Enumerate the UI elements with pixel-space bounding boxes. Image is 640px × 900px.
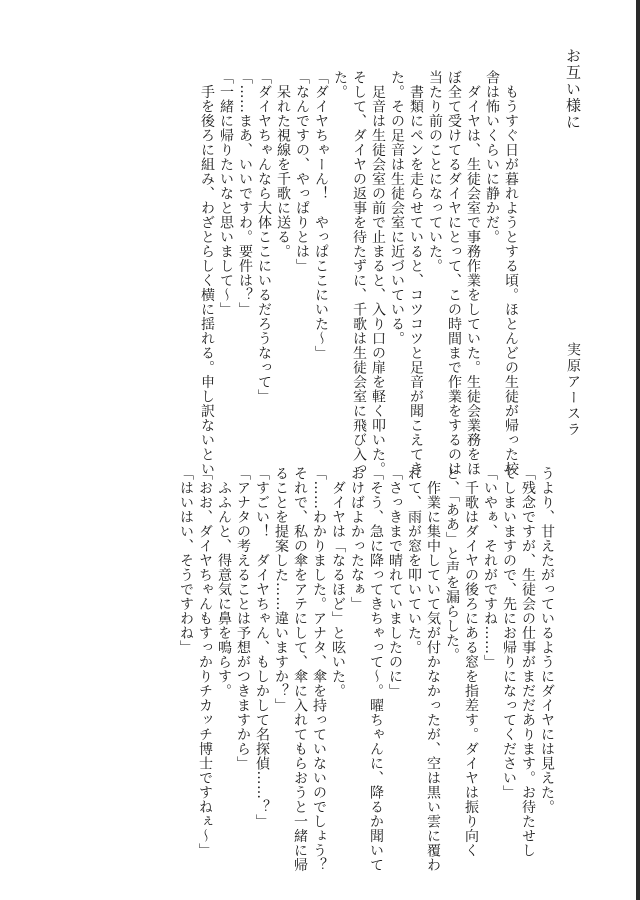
text-line: と、「ああ」と声を漏らした。 — [444, 466, 460, 662]
text-line: 「なんですの、やっぱりとは」 — [294, 70, 310, 273]
text-line: 舎は怖いくらいに静かだ。 — [484, 70, 500, 244]
text-line: 「一緒に帰りたいなと思いまして～」 — [218, 70, 234, 317]
text-line: 呆れた視線を千歌に送る。 — [275, 70, 291, 259]
story-title: お互い様に — [564, 48, 582, 131]
text-line: 「いやぁ、それがですね……」 — [482, 466, 498, 669]
text-line: おけばよかったなぁ」 — [349, 466, 365, 611]
text-line: 「すごい！ ダイヤちゃん、もしかして名探偵……？」 — [254, 466, 270, 829]
text-line: もうすぐ日が暮れようとする頃。ほとんどの生徒が帰った校 — [503, 70, 519, 476]
text-line: 「……まあ、いいですわ。要件は？」 — [237, 70, 253, 317]
text-line: ダイヤは、生徒会室で事務作業をしていた。生徒会業務をほ — [465, 70, 481, 476]
text-line: 千歌はダイヤの後ろにある窓を指差す。ダイヤは振り向く — [463, 466, 479, 858]
text-line: ふふんと、得意気に鼻を鳴らす。 — [216, 466, 232, 698]
text-line: 「ダイヤちゃーん！ やっぱここにいた～」 — [313, 70, 329, 360]
text-line: ることを提案した……違いますか？」 — [273, 466, 289, 713]
page-edge — [636, 0, 640, 900]
text-line: うより、甘えたがっているようにダイヤには見えた。 — [539, 466, 555, 814]
text-line: 「おお、ダイヤちゃんもすっかりチカッチ博士ですねぇ～」 — [197, 466, 213, 858]
text-line: ぼ全て受けてるダイヤにとって、この時間まで作業をするのは — [446, 70, 462, 476]
text-line: てしまいますので、先にお帰りになってください」 — [501, 466, 517, 800]
text-line: 「ダイヤちゃんなら大体ここにいるだろうなって」 — [256, 70, 272, 404]
text-line: 「さっきまで晴れていましたのに」 — [387, 466, 403, 698]
text-line: ダイヤは「なるほど」と呟いた。 — [330, 466, 346, 698]
text-line: 当たり前のことになっていた。 — [427, 70, 443, 273]
text-line: 「そう、急に降ってきちゃって～。曜ちゃんに、降るか聞いて — [368, 466, 384, 872]
text-line: 足音は生徒会室の前で止まると、入り口の扉を軽く叩いた。 — [370, 70, 386, 476]
text-line: 手を後ろに組み、わざとらしく横に揺れる。申し訳ないとい — [199, 70, 215, 476]
text-block-lower — [176, 466, 556, 872]
text-line: 「……わかりました。アナタ、傘を持っていないのでしょう？ — [311, 466, 327, 872]
text-block-upper — [197, 70, 520, 476]
text-line: それで、私の傘をアテにして、傘に入れてもらおうと一緒に帰 — [292, 466, 308, 872]
text-line: そして、ダイヤの返事を待たずに、千歌は生徒会室に飛び入っ — [351, 70, 367, 476]
text-line: 作業に集中していて気が付かなかったが、空は黒い雲に覆わ — [425, 466, 441, 872]
text-line: た。その足音は生徒会室に近づいている。 — [389, 70, 405, 346]
text-line: 書類にペンを走らせていると、コツコツと足音が聞こえてき — [408, 70, 424, 476]
author-name: 実原アースラ — [565, 342, 581, 438]
text-line: 「残念ですが、生徒会の仕事がまだだあります。お待たせし — [520, 466, 536, 858]
text-line: た。 — [332, 70, 348, 99]
text-line: れて、雨が窓を叩いていた。 — [406, 466, 422, 655]
text-line: 「アナタの考えることは予想がつきますから」 — [235, 466, 251, 771]
text-line: 「はいはい、そうですわね」 — [178, 466, 194, 655]
